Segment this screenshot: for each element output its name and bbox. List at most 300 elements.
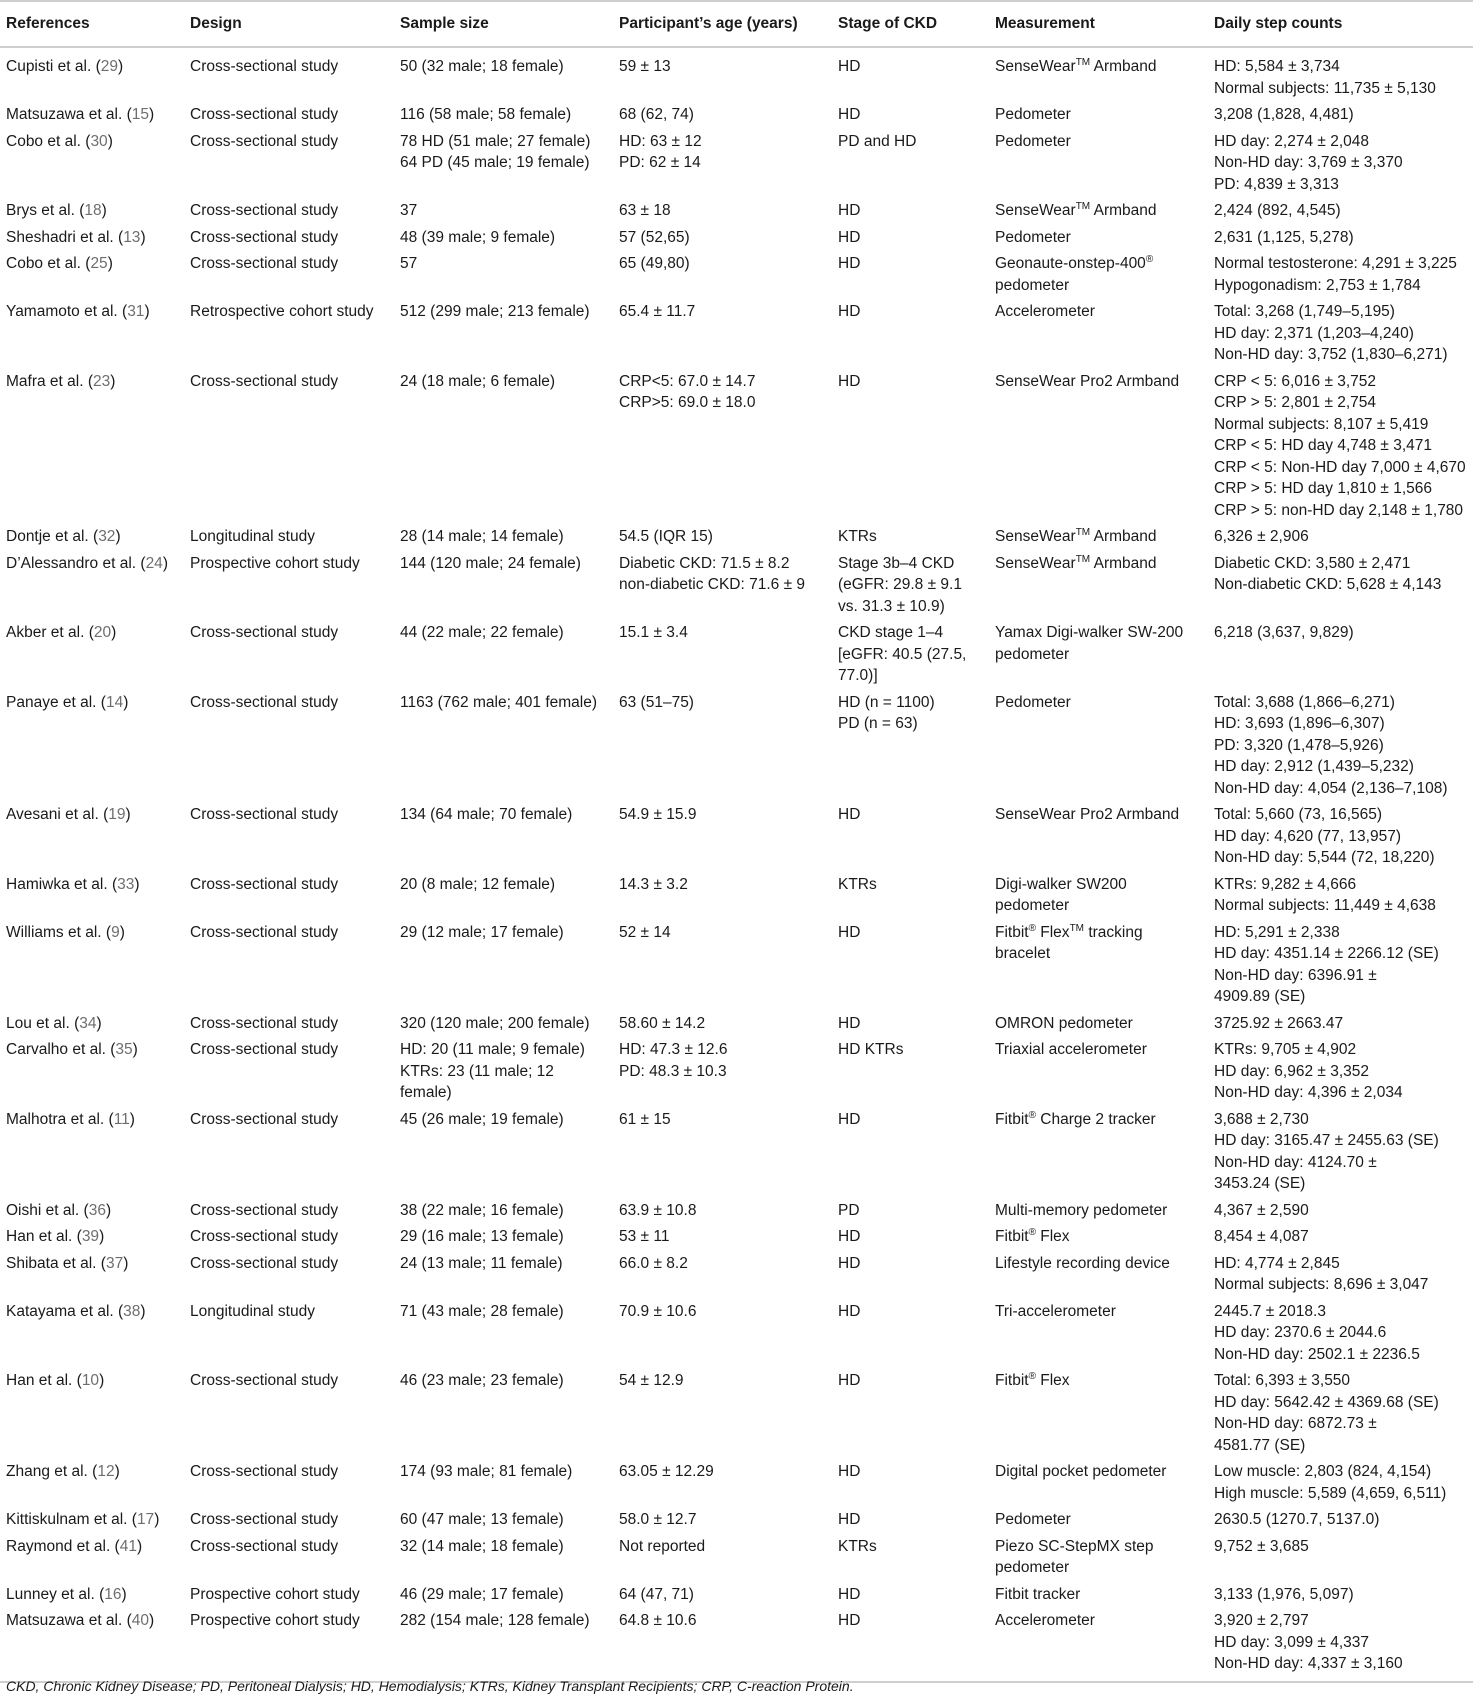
reference-link[interactable]: 23	[93, 372, 111, 390]
cell-line: 44 (22 male; 22 female)	[400, 624, 564, 641]
cell-line: Not reported	[619, 1537, 706, 1555]
age-cell	[613, 1224, 832, 1251]
measurement-cell	[989, 1299, 1208, 1369]
cell-line: 46 (23 male; 23 female)	[400, 1372, 564, 1389]
cell-line: CRP>5: 69.0 ± 18.0	[619, 394, 756, 411]
reference-close: )	[123, 693, 129, 711]
cell-line: Normal subjects: 11,449 ± 4,638	[1214, 897, 1436, 914]
stage-cell	[832, 1299, 989, 1369]
age-cell	[613, 299, 832, 369]
cell-line: Non-HD day: 6872.73 ±	[1214, 1415, 1377, 1432]
age-cell	[613, 802, 832, 872]
cell-line: KTRs: 23 (11 male; 12	[400, 1062, 554, 1080]
reference-link[interactable]: 18	[84, 202, 102, 219]
measurement-text: Geonaute-onstep-400	[995, 255, 1146, 272]
reference-close: )	[115, 528, 121, 545]
cell-line: Cross-sectional study	[190, 58, 339, 75]
header-stage: Stage of CKD	[832, 1, 989, 47]
age-cell	[613, 551, 832, 621]
cell-line: HD: 63 ± 12	[619, 132, 702, 150]
table-row	[0, 1224, 1473, 1251]
cell-line: HD	[838, 1585, 861, 1603]
cell-line: Hypogonadism: 2,753 ± 1,784	[1214, 276, 1421, 294]
reference-cell	[0, 1299, 184, 1369]
cell-line: 63 (51–75)	[619, 693, 694, 711]
sample-size-cell	[394, 129, 613, 199]
cell-line: 78 HD (51 male; 27 female)	[400, 132, 591, 150]
design-cell	[184, 251, 394, 299]
measurement-text: Digi-walker SW200	[995, 875, 1127, 893]
reference-close: )	[118, 58, 124, 75]
cell-line: Longitudinal study	[190, 1302, 315, 1320]
cell-line: 512 (299 male; 213 female)	[400, 303, 590, 320]
cell-line	[995, 1461, 1204, 1483]
design-cell	[184, 198, 394, 225]
cell-line: HD	[838, 1110, 861, 1128]
cell-line: PD: 4,839 ± 3,313	[1214, 175, 1339, 193]
stage-cell	[832, 920, 989, 1011]
measurement-cell	[989, 1198, 1208, 1225]
cell-line	[995, 692, 1204, 714]
table-row	[0, 1299, 1473, 1369]
daily-steps-cell	[1208, 872, 1473, 920]
reference-close: )	[105, 1201, 112, 1219]
cell-line	[995, 1536, 1204, 1558]
reference-link[interactable]: 9	[111, 923, 120, 941]
cell-line: High muscle: 5,589 (4,659, 6,511)	[1214, 1484, 1447, 1502]
table-row	[0, 1608, 1473, 1682]
age-cell	[613, 1368, 832, 1459]
cell-line: 48 (39 male; 9 female)	[400, 228, 556, 246]
reference-name: Matsuzawa et al. (	[6, 106, 132, 123]
design-cell	[184, 1608, 394, 1682]
design-cell	[184, 1507, 394, 1534]
reference-link[interactable]: 37	[105, 1254, 124, 1272]
reference-cell	[0, 802, 184, 872]
cell-line	[995, 1109, 1204, 1131]
cell-line: KTRs	[838, 875, 877, 893]
cell-line: 64 (47, 71)	[619, 1585, 694, 1603]
cell-line: Total: 3,688 (1,866–6,271)	[1214, 693, 1395, 711]
reference-link[interactable]: 34	[79, 1014, 97, 1032]
daily-steps-cell	[1208, 1608, 1473, 1682]
reference-name: Matsuzawa et al. (	[6, 1612, 132, 1629]
daily-steps-cell	[1208, 1534, 1473, 1582]
cell-line: HD day: 5642.42 ± 4369.68 (SE)	[1214, 1393, 1439, 1411]
measurement-text: Pedometer	[995, 228, 1071, 246]
cell-line: HD day: 6,962 ± 3,352	[1214, 1062, 1369, 1080]
reference-name: Raymond et al. (	[6, 1537, 120, 1555]
reference-cell	[0, 1037, 184, 1107]
reference-close: )	[162, 554, 168, 572]
reference-name: Lunney et al. (	[6, 1585, 105, 1603]
cell-line: 116 (58 male; 58 female)	[400, 106, 572, 123]
stage-cell	[832, 551, 989, 621]
cell-line: 3453.24 (SE)	[1214, 1175, 1306, 1192]
reference-link[interactable]: 32	[98, 528, 116, 545]
cell-line	[995, 526, 1204, 548]
reference-cell	[0, 198, 184, 225]
measurement-text: Flex	[1035, 923, 1070, 941]
measurement-cell	[989, 1608, 1208, 1682]
cell-line	[995, 56, 1204, 78]
reference-link[interactable]: 31	[127, 303, 145, 320]
cell-line: 60 (47 male; 13 female)	[400, 1511, 564, 1528]
reference-close: )	[107, 132, 113, 150]
reference-link[interactable]: 24	[145, 554, 163, 572]
age-cell	[613, 225, 832, 252]
measurement-cell	[989, 129, 1208, 199]
cell-line: Normal subjects: 8,696 ± 3,047	[1214, 1276, 1429, 1293]
reference-cell	[0, 1368, 184, 1459]
trademark-mark: TM	[1075, 56, 1091, 68]
reference-name: Han et al. (	[6, 1372, 82, 1389]
reference-cell	[0, 102, 184, 129]
reference-close: )	[110, 372, 116, 390]
cell-line: 144 (120 male; 24 female)	[400, 554, 581, 572]
reference-link[interactable]: 15	[131, 106, 150, 123]
trademark-mark: TM	[1075, 553, 1091, 565]
reference-link[interactable]: 38	[123, 1302, 141, 1320]
sample-size-cell	[394, 47, 613, 102]
daily-steps-cell	[1208, 1251, 1473, 1299]
sample-size-cell	[394, 1507, 613, 1534]
trademark-mark: ®	[1145, 253, 1154, 265]
measurement-cell	[989, 872, 1208, 920]
stage-cell	[832, 299, 989, 369]
reference-name: Panaye et al. (	[6, 693, 106, 711]
table-row	[0, 1198, 1473, 1225]
sample-size-cell	[394, 1011, 613, 1038]
cell-line	[995, 227, 1204, 249]
measurement-cell	[989, 1534, 1208, 1582]
sample-size-cell	[394, 198, 613, 225]
table-row	[0, 129, 1473, 199]
reference-cell	[0, 1582, 184, 1609]
age-cell	[613, 1251, 832, 1299]
stage-cell	[832, 1011, 989, 1038]
reference-name: Malhotra et al. (	[6, 1110, 114, 1128]
reference-link[interactable]: 41	[119, 1537, 137, 1555]
cell-line: 3,688 ± 2,730	[1214, 1110, 1309, 1128]
design-cell	[184, 47, 394, 102]
reference-link[interactable]: 30	[90, 132, 108, 150]
reference-link[interactable]: 20	[93, 624, 112, 641]
sample-size-cell	[394, 225, 613, 252]
reference-link[interactable]: 33	[117, 875, 135, 893]
reference-link[interactable]: 25	[90, 255, 108, 272]
design-cell	[184, 225, 394, 252]
trademark-mark: TM	[1069, 922, 1085, 934]
cell-line: Diabetic CKD: 71.5 ± 8.2	[619, 554, 790, 572]
design-cell	[184, 1368, 394, 1459]
reference-link[interactable]: 11	[113, 1110, 130, 1128]
reference-link[interactable]: 35	[115, 1041, 133, 1058]
measurement-text: Fitbit	[995, 923, 1029, 941]
reference-link[interactable]: 39	[81, 1228, 100, 1245]
sample-size-cell	[394, 802, 613, 872]
cell-line: HD (n = 1100)	[838, 693, 935, 711]
cell-line: KTRs: 9,282 ± 4,666	[1214, 875, 1357, 893]
cell-line: 68 (62, 74)	[619, 106, 694, 123]
reference-cell	[0, 1224, 184, 1251]
cell-line	[995, 1039, 1204, 1061]
reference-close: )	[119, 923, 125, 941]
cell-line: Prospective cohort study	[190, 554, 360, 572]
cell-line: 54 ± 12.9	[619, 1372, 684, 1389]
reference-close: )	[99, 1228, 105, 1245]
cell-line: KTRs	[838, 1537, 877, 1555]
reference-link[interactable]: 12	[97, 1463, 115, 1480]
cell-line: CRP > 5: HD day 1,810 ± 1,566	[1214, 480, 1433, 497]
cell-line: 20 (8 male; 12 female)	[400, 875, 556, 893]
reference-name: Lou et al. (	[6, 1014, 80, 1032]
daily-steps-cell	[1208, 551, 1473, 621]
cell-line: CRP > 5: non-HD day 2,148 ± 1,780	[1214, 501, 1464, 519]
sample-size-cell	[394, 1534, 613, 1582]
cell-line	[995, 553, 1204, 575]
design-cell	[184, 102, 394, 129]
cell-line: HD	[838, 1612, 861, 1629]
table-row	[0, 198, 1473, 225]
cell-line: 63.9 ± 10.8	[619, 1201, 697, 1219]
reference-link[interactable]: 10	[81, 1372, 100, 1389]
cell-line: Cross-sectional study	[190, 1041, 339, 1058]
cell-line	[995, 1200, 1204, 1222]
cell-line: HD	[838, 1463, 861, 1480]
reference-close: )	[99, 1372, 105, 1389]
reference-link[interactable]: 13	[123, 228, 141, 246]
table-row	[0, 369, 1473, 525]
cell-line: 65.4 ± 11.7	[619, 303, 696, 320]
age-cell	[613, 129, 832, 199]
sample-size-cell	[394, 1368, 613, 1459]
cell-line: 58.0 ± 12.7	[619, 1511, 697, 1528]
measurement-cell	[989, 1368, 1208, 1459]
cell-line: 29 (12 male; 17 female)	[400, 923, 564, 941]
table-row	[0, 1011, 1473, 1038]
cell-line: 57	[400, 255, 418, 272]
cell-line: Diabetic CKD: 3,580 ± 2,471	[1214, 554, 1411, 572]
age-cell	[613, 198, 832, 225]
reference-close: )	[107, 255, 113, 272]
table-row	[0, 251, 1473, 299]
age-cell	[613, 1608, 832, 1682]
cell-line: HD	[838, 202, 861, 219]
stage-cell	[832, 690, 989, 803]
cell-line: 6,218 (3,637, 9,829)	[1214, 624, 1354, 641]
cell-line: 38 (22 male; 16 female)	[400, 1201, 564, 1219]
measurement-cell	[989, 1251, 1208, 1299]
cell-line: HD day: 3165.47 ± 2455.63 (SE)	[1214, 1132, 1439, 1149]
measurement-text: Yamax Digi-walker SW-200	[995, 624, 1184, 641]
sample-size-cell	[394, 1107, 613, 1198]
daily-steps-cell	[1208, 198, 1473, 225]
design-cell	[184, 802, 394, 872]
reference-cell	[0, 1507, 184, 1534]
cell-line	[995, 1557, 1204, 1579]
sample-size-cell	[394, 1198, 613, 1225]
design-cell	[184, 129, 394, 199]
reference-name: Zhang et al. (	[6, 1463, 98, 1480]
daily-steps-cell	[1208, 1582, 1473, 1609]
daily-steps-cell	[1208, 251, 1473, 299]
table-row	[0, 299, 1473, 369]
stage-cell	[832, 102, 989, 129]
sample-size-cell	[394, 524, 613, 551]
cell-line: 32 (14 male; 18 female)	[400, 1537, 564, 1555]
reference-close: )	[111, 624, 117, 641]
measurement-text: Pedometer	[995, 693, 1071, 711]
measurement-text: tracking	[1084, 923, 1143, 941]
daily-steps-cell	[1208, 1459, 1473, 1507]
reference-link[interactable]: 17	[136, 1511, 155, 1528]
age-cell	[613, 872, 832, 920]
cell-line: female)	[400, 1084, 452, 1101]
cell-line: Cross-sectional study	[190, 1110, 339, 1128]
cell-line: 66.0 ± 8.2	[619, 1254, 688, 1272]
cell-line: 29 (16 male; 13 female)	[400, 1228, 564, 1245]
reference-name: Brys et al. (	[6, 202, 85, 219]
reference-link[interactable]: 16	[104, 1585, 122, 1603]
table-row	[0, 920, 1473, 1011]
reference-close: )	[121, 1585, 127, 1603]
cell-line: CRP > 5: 2,801 ± 2,754	[1214, 394, 1377, 411]
reference-name: Yamamoto et al. (	[6, 303, 128, 320]
reference-link[interactable]: 29	[100, 58, 119, 75]
reference-name: Kittiskulnam et al. (	[6, 1511, 137, 1528]
age-cell	[613, 1582, 832, 1609]
reference-cell	[0, 1534, 184, 1582]
reference-cell	[0, 47, 184, 102]
table-row	[0, 551, 1473, 621]
cell-line: 54.9 ± 15.9	[619, 806, 697, 823]
daily-steps-cell	[1208, 1037, 1473, 1107]
measurement-cell	[989, 1011, 1208, 1038]
cell-line: 320 (120 male; 200 female)	[400, 1014, 590, 1032]
stage-cell	[832, 872, 989, 920]
cell-line: HD	[838, 1372, 861, 1389]
cell-line: 2,631 (1,125, 5,278)	[1214, 228, 1354, 246]
cell-line	[995, 895, 1204, 917]
cell-line: Cross-sectional study	[190, 624, 339, 641]
reference-link[interactable]: 14	[105, 693, 124, 711]
cell-line: 3,208 (1,828, 4,481)	[1214, 106, 1354, 123]
cell-line	[995, 943, 1204, 965]
daily-steps-cell	[1208, 369, 1473, 525]
sample-size-cell	[394, 102, 613, 129]
stage-cell	[832, 1582, 989, 1609]
cell-line: HD	[838, 923, 861, 941]
cell-line: 3,133 (1,976, 5,097)	[1214, 1585, 1354, 1603]
cell-line: Cross-sectional study	[190, 106, 339, 123]
stage-cell	[832, 1224, 989, 1251]
daily-steps-cell	[1208, 620, 1473, 690]
cell-line: [eGFR: 40.5 (27.5,	[838, 645, 967, 663]
reference-cell	[0, 251, 184, 299]
cell-line: 24 (18 male; 6 female)	[400, 372, 556, 390]
stage-cell	[832, 1251, 989, 1299]
sample-size-cell	[394, 620, 613, 690]
age-cell	[613, 1107, 832, 1198]
cell-line: 52 ± 14	[619, 923, 671, 941]
sample-size-cell	[394, 1299, 613, 1369]
cell-line: PD: 62 ± 14	[619, 154, 701, 171]
cell-line: 9,752 ± 3,685	[1214, 1537, 1309, 1555]
stage-cell	[832, 620, 989, 690]
stage-cell	[832, 1507, 989, 1534]
cell-line: Total: 3,268 (1,749–5,195)	[1214, 303, 1395, 320]
sample-size-cell	[394, 1459, 613, 1507]
cell-line: 8,454 ± 4,087	[1214, 1228, 1309, 1245]
cell-line: 15.1 ± 3.4	[619, 624, 688, 641]
header-row	[0, 1, 1473, 47]
cell-line: Cross-sectional study	[190, 1372, 339, 1389]
measurement-text: Armband	[1090, 554, 1157, 572]
reference-link[interactable]: 40	[131, 1612, 150, 1629]
cell-line: non-diabetic CKD: 71.6 ± 9	[619, 576, 805, 593]
cell-line: KTRs	[838, 528, 877, 545]
table-row	[0, 1107, 1473, 1198]
daily-steps-cell	[1208, 129, 1473, 199]
reference-close: )	[125, 806, 131, 823]
measurement-text: Lifestyle recording device	[995, 1254, 1170, 1272]
daily-steps-cell	[1208, 102, 1473, 129]
measurement-text: Armband	[1090, 202, 1157, 219]
age-cell	[613, 1534, 832, 1582]
reference-close: )	[129, 1110, 135, 1128]
cell-line	[995, 644, 1204, 666]
age-cell	[613, 1037, 832, 1107]
cell-line: Non-HD day: 3,752 (1,830–6,271)	[1214, 346, 1448, 363]
cell-line: 50 (32 male; 18 female)	[400, 58, 564, 75]
cell-line: 71 (43 male; 28 female)	[400, 1302, 564, 1320]
cell-line: Non-diabetic CKD: 5,628 ± 4,143	[1214, 576, 1442, 593]
measurement-cell	[989, 1224, 1208, 1251]
cell-line: 24 (13 male; 11 female)	[400, 1254, 563, 1272]
measurement-text: Armband	[1090, 528, 1157, 545]
measurement-text: Fitbit	[995, 1110, 1029, 1128]
cell-line: CRP < 5: 6,016 ± 3,752	[1214, 372, 1377, 390]
reference-cell	[0, 1608, 184, 1682]
cell-line: Normal subjects: 11,735 ± 5,130	[1214, 79, 1436, 97]
sample-size-cell	[394, 369, 613, 525]
measurement-text: SenseWear	[995, 202, 1076, 219]
cell-line	[995, 1509, 1204, 1531]
cell-line: 59 ± 13	[619, 58, 671, 75]
cell-line: 14.3 ± 3.2	[619, 875, 688, 893]
stage-cell	[832, 1198, 989, 1225]
design-cell	[184, 524, 394, 551]
daily-steps-cell	[1208, 47, 1473, 102]
sample-size-cell	[394, 251, 613, 299]
sample-size-cell	[394, 1582, 613, 1609]
cell-line: 53 ± 11	[619, 1228, 670, 1245]
cell-line	[995, 1610, 1204, 1632]
daily-steps-cell	[1208, 690, 1473, 803]
reference-cell	[0, 1459, 184, 1507]
reference-link[interactable]: 36	[88, 1201, 106, 1219]
measurement-text: bracelet	[995, 945, 1051, 962]
reference-close: )	[134, 875, 140, 893]
table-row	[0, 872, 1473, 920]
cell-line: HD	[838, 106, 861, 123]
measurement-text: pedometer	[995, 276, 1070, 294]
sample-size-cell	[394, 1037, 613, 1107]
cell-line: HD day: 4,620 (77, 13,957)	[1214, 827, 1401, 845]
cell-line: HD day: 2,912 (1,439–5,232)	[1214, 758, 1414, 775]
reference-link[interactable]: 19	[108, 806, 126, 823]
